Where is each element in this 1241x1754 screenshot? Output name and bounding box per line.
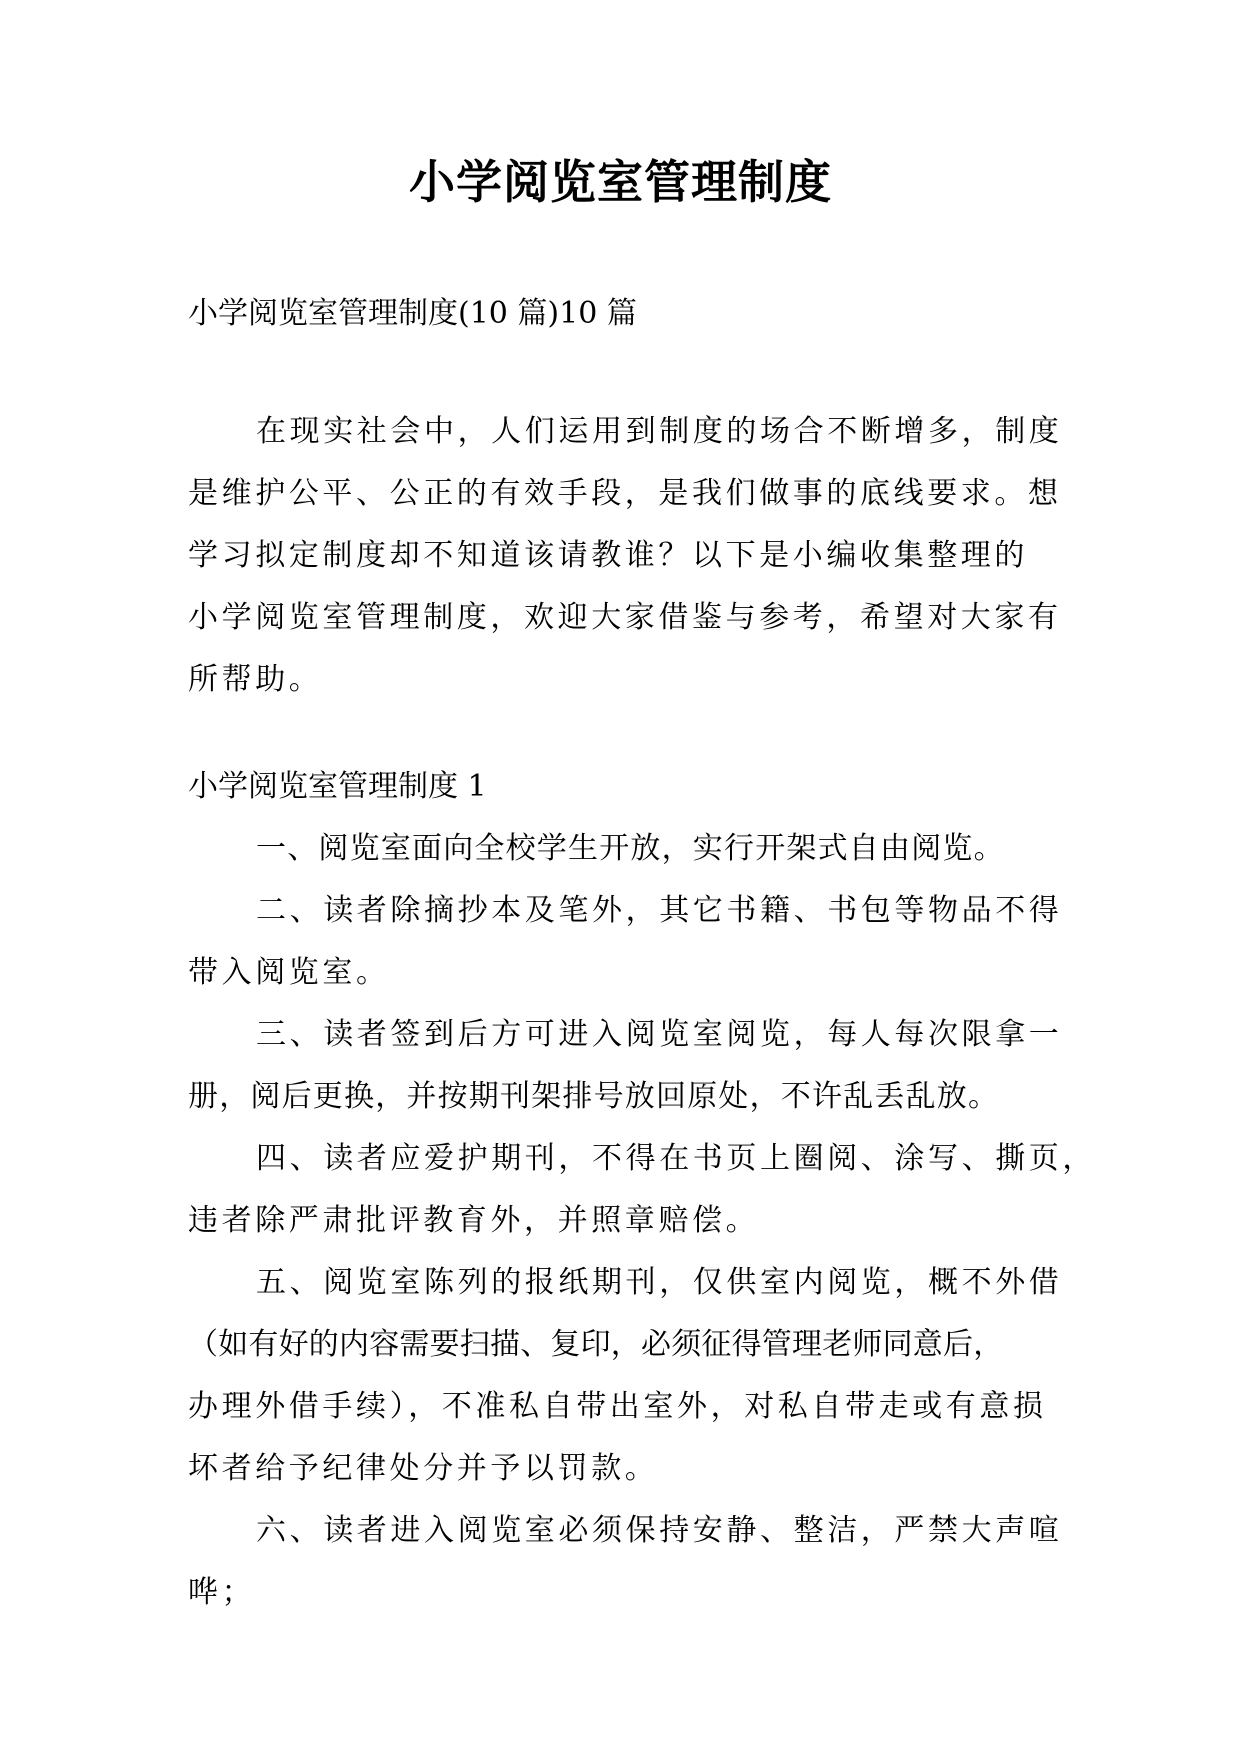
section-heading: 小学阅览室管理制度 1 (188, 769, 487, 804)
rule-line: 哗； (188, 1575, 256, 1610)
intro-line: 小学阅览室管理制度，欢迎大家借鉴与参考，希望对大家有 (188, 600, 1062, 635)
intro-line: 所帮助。 (188, 662, 323, 697)
rule-line: 坏者给予纪律处分并予以罚款。 (188, 1451, 659, 1486)
rule-line: 四、读者应爱护期刊，不得在书页上圈阅、涂写、撕页， (256, 1141, 1096, 1176)
rule-line: 五、阅览室陈列的报纸期刊，仅供室内阅览，概不外借 (256, 1265, 1063, 1300)
rule-line: （如有好的内容需要扫描、复印，必须征得管理老师同意后， (188, 1327, 1004, 1362)
rule-line: 三、读者签到后方可进入阅览室阅览，每人每次限拿一 (256, 1017, 1063, 1052)
rule-line: 二、读者除摘抄本及笔外，其它书籍、书包等物品不得 (256, 893, 1063, 928)
rule-line: 六、读者进入阅览室必须保持安静、整洁，严禁大声喧 (256, 1513, 1063, 1548)
rule-line: 册，阅后更换，并按期刊架排号放回原处，不许乱丢乱放。 (188, 1079, 1000, 1114)
intro-line: 学习拟定制度却不知道该请教谁？以下是小编收集整理的 (188, 538, 1028, 573)
rule-line: 办理外借手续），不准私自带出室外，对私自带走或有意损 (188, 1389, 1047, 1424)
rule-line: 带入阅览室。 (188, 955, 390, 990)
document-subtitle: 小学阅览室管理制度(10 篇)10 篇 (188, 296, 637, 331)
document-title: 小学阅览室管理制度 (409, 155, 832, 209)
intro-line: 在现实社会中，人们运用到制度的场合不断增多，制度 (256, 414, 1063, 449)
rule-line: 一、阅览室面向全校学生开放，实行开架式自由阅览。 (256, 831, 1005, 866)
intro-line: 是维护公平、公正的有效手段，是我们做事的底线要求。想 (188, 476, 1062, 511)
rule-line: 违者除严肃批评教育外，并照章赔偿。 (188, 1203, 760, 1238)
